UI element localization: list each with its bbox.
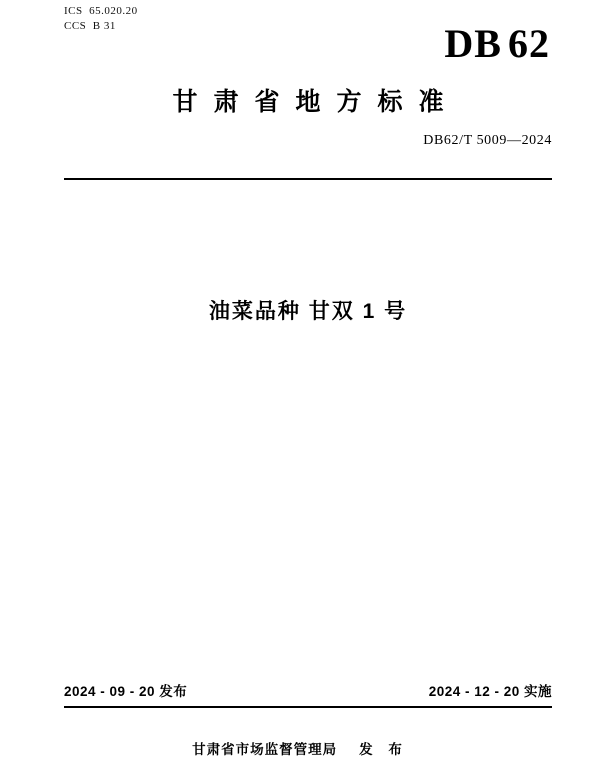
footer-dates <box>64 680 552 700</box>
publisher-action: 发 布 <box>359 742 408 757</box>
ccs-code: CCS B 31 <box>64 20 116 32</box>
publisher-line <box>0 738 600 758</box>
implementation-date: 2024 - 12 - 20 实施 <box>428 684 552 699</box>
standard-title: 甘肃省地方标准 <box>172 89 460 116</box>
footer-divider <box>64 706 552 708</box>
db-logo-prefix: DB <box>444 21 502 66</box>
standard-number: DB62/T 5009—2024 <box>423 133 552 148</box>
publisher-name: 甘肃省市场监督管理局 <box>192 742 338 757</box>
document-title: 油菜品种 甘双 1 号 <box>208 300 408 323</box>
classification-codes <box>64 4 138 34</box>
db-logo <box>444 20 550 67</box>
ics-code: ICS 65.020.20 <box>64 5 138 17</box>
header-divider <box>64 178 552 180</box>
release-date: 2024 - 09 - 20 发布 <box>64 684 188 699</box>
db-logo-number: 62 <box>508 21 550 66</box>
